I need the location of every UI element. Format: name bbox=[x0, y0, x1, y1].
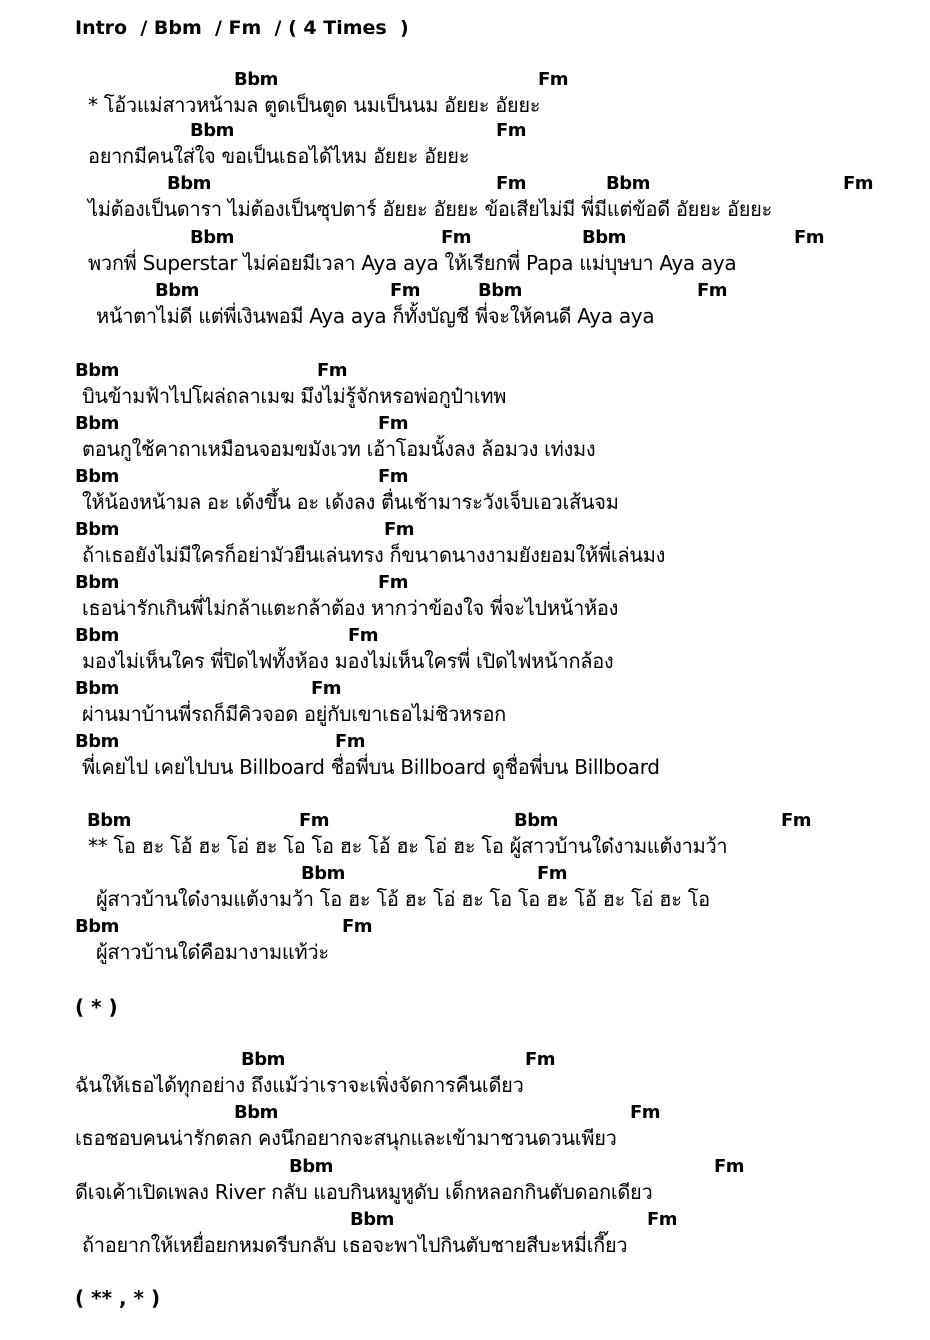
chord-label: Fm bbox=[496, 173, 527, 194]
lyric-line: เธอน่ารักเกินพี่ไม่กล้าแตะกล้าต้อง หากว่าข้องใจ พี่จะไปหน้าห้อง bbox=[82, 596, 619, 620]
chord-label: Bbm bbox=[190, 227, 234, 248]
chord-label: Bbm bbox=[155, 280, 199, 301]
lyric-line: ดีเจเค้าเปิดเพลง River กลับ แอบกินหมูหูดับ เด็กหลอกกินตับดอกเดียว bbox=[75, 1180, 653, 1204]
chord-label: Fm bbox=[714, 1156, 745, 1177]
chord-label: Fm bbox=[630, 1102, 661, 1123]
lyric-line: * โอ้วแม่สาวหน้ามล ตูดเป็นตูด นมเป็นนม อัยยะ อัยยะ bbox=[88, 93, 541, 117]
chord-label: Fm bbox=[317, 360, 348, 381]
lyric-line: ผู้สาวบ้านใด๋คือมางามแท้ว่ะ bbox=[96, 940, 329, 964]
chord-label: Fm bbox=[342, 916, 373, 937]
lyric-line: บินข้ามฟ้าไปโผล่ถลาเมฆ มึงไม่รู้จักหรอพ่อกูป๋าเทพ bbox=[82, 384, 507, 408]
lyric-line: ตอนกูใช้คาถาเหมือนจอมขมังเวท เอ้าโอมนั้งลง ล้อมวง เท่งมง bbox=[82, 437, 596, 461]
lyric-line: พวกพี่ Superstar ไม่ค่อยมีเวลา Aya aya ให้เรียกพี่ Papa แม่บุษบา Aya aya bbox=[88, 251, 737, 275]
chord-label: Fm bbox=[311, 678, 342, 699]
chord-label: Fm bbox=[496, 120, 527, 141]
chord-label: Bbm bbox=[606, 173, 650, 194]
chord-label: Bbm bbox=[75, 413, 119, 434]
chord-label: Fm bbox=[537, 863, 568, 884]
chord-label: Fm bbox=[697, 280, 728, 301]
repeat-marker: ( ** , * ) bbox=[75, 1286, 161, 1310]
lyric-line: เธอชอบคนน่ารักตลก คงนึกอยากจะสนุกและเข้ามาชวนดวนเพียว bbox=[75, 1126, 617, 1150]
lyric-line: ถ้าเธอยังไม่มีใครก็อย่ามัวยืนเล่นทรง ก็ขนาดนางงามยังยอมให้พี่เล่นมง bbox=[82, 543, 666, 567]
chord-label: Bbm bbox=[241, 1049, 285, 1070]
lyric-line: ผู้สาวบ้านใด๋งามแต้งามว้า โอ ฮะ โอ้ ฮะ โอ่ ฮะ โอ โอ ฮะ โอ้ ฮะ โอ่ ฮะ โอ bbox=[96, 887, 710, 911]
chord-label: Fm bbox=[335, 731, 366, 752]
lyric-line: ฉันให้เธอได้ทุกอย่าง ถึงแม้ว่าเราจะเพิ่งจัดการคืนเดียว bbox=[75, 1073, 524, 1097]
chord-label: Bbm bbox=[289, 1156, 333, 1177]
chord-label: Fm bbox=[794, 227, 825, 248]
chord-label: Bbm bbox=[582, 227, 626, 248]
lyric-line: ** โอ ฮะ โอ้ ฮะ โอ่ ฮะ โอ โอ ฮะ โอ้ ฮะ โอ่ ฮะ โอ ผู้สาวบ้านใด๋งามแต้งามว้า bbox=[88, 834, 728, 858]
chord-label: Fm bbox=[299, 810, 330, 831]
chord-label: Bbm bbox=[75, 916, 119, 937]
chord-label: Bbm bbox=[75, 466, 119, 487]
chord-label: Bbm bbox=[478, 280, 522, 301]
chord-label: Fm bbox=[390, 280, 421, 301]
lyric-line: อยากมีคนใส่ใจ ขอเป็นเธอได้ไหม อัยยะ อัยยะ bbox=[88, 144, 470, 168]
chord-label: Bbm bbox=[234, 1102, 278, 1123]
chord-label: Bbm bbox=[301, 863, 345, 884]
lyric-line: ผ่านมาบ้านพี่รถก็มีคิวจอด อยู่กับเขาเธอไม่ชิวหรอก bbox=[82, 702, 506, 726]
chord-label: Bbm bbox=[75, 572, 119, 593]
chord-label: Fm bbox=[441, 227, 472, 248]
lyric-line: หน้าตาไม่ดี แต่พี่เงินพอมี Aya aya ก็ทั้งบัญชี พี่จะให้คนดี Aya aya bbox=[96, 304, 655, 328]
lyric-line: มองไม่เห็นใคร พี่ปิดไฟทั้งห้อง มองไม่เห็นใครพี่ เปิดไฟหน้ากล้อง bbox=[82, 649, 614, 673]
chord-label: Fm bbox=[538, 69, 569, 90]
chord-label: Fm bbox=[348, 625, 379, 646]
repeat-marker: ( * ) bbox=[75, 995, 118, 1019]
chord-label: Bbm bbox=[75, 519, 119, 540]
intro-line: Intro / Bbm / Fm / ( 4 Times ) bbox=[75, 17, 409, 39]
lyric-line: ไม่ต้องเป็นดารา ไม่ต้องเป็นซุปตาร์ อัยยะ อัยยะ ข้อเสียไม่มี พี่มีแต่ข้อดี อัยยะ อัยยะ bbox=[88, 197, 773, 221]
chord-label: Fm bbox=[378, 413, 409, 434]
chord-label: Bbm bbox=[190, 120, 234, 141]
lyric-line: ให้น้องหน้ามล อะ เด้งขึ้น อะ เด้งลง ตื่นเช้ามาระวังเจ็บเอวเส้นจม bbox=[82, 490, 619, 514]
chord-label: Bbm bbox=[234, 69, 278, 90]
chord-label: Fm bbox=[525, 1049, 556, 1070]
chord-label: Fm bbox=[843, 173, 874, 194]
chord-label: Fm bbox=[647, 1209, 678, 1230]
chord-label: Bbm bbox=[514, 810, 558, 831]
chord-label: Bbm bbox=[75, 625, 119, 646]
lyric-line: ถ้าอยากให้เหยื่อยกหมดรีบกลับ เธอจะพาไปกินตับชายสีบะหมี่เกี๊ยว bbox=[82, 1233, 628, 1257]
lyric-line: พี่เคยไป เคยไปบน Billboard ชื่อพี่บน Billboard ดูชื่อพี่บน Billboard bbox=[82, 755, 660, 779]
chord-label: Fm bbox=[378, 572, 409, 593]
chord-label: Bbm bbox=[75, 678, 119, 699]
chord-label: Bbm bbox=[75, 360, 119, 381]
chord-label: Bbm bbox=[167, 173, 211, 194]
chord-label: Fm bbox=[384, 519, 415, 540]
chord-label: Fm bbox=[781, 810, 812, 831]
chord-label: Bbm bbox=[75, 731, 119, 752]
chord-label: Fm bbox=[378, 466, 409, 487]
chord-label: Bbm bbox=[87, 810, 131, 831]
chord-label: Bbm bbox=[350, 1209, 394, 1230]
